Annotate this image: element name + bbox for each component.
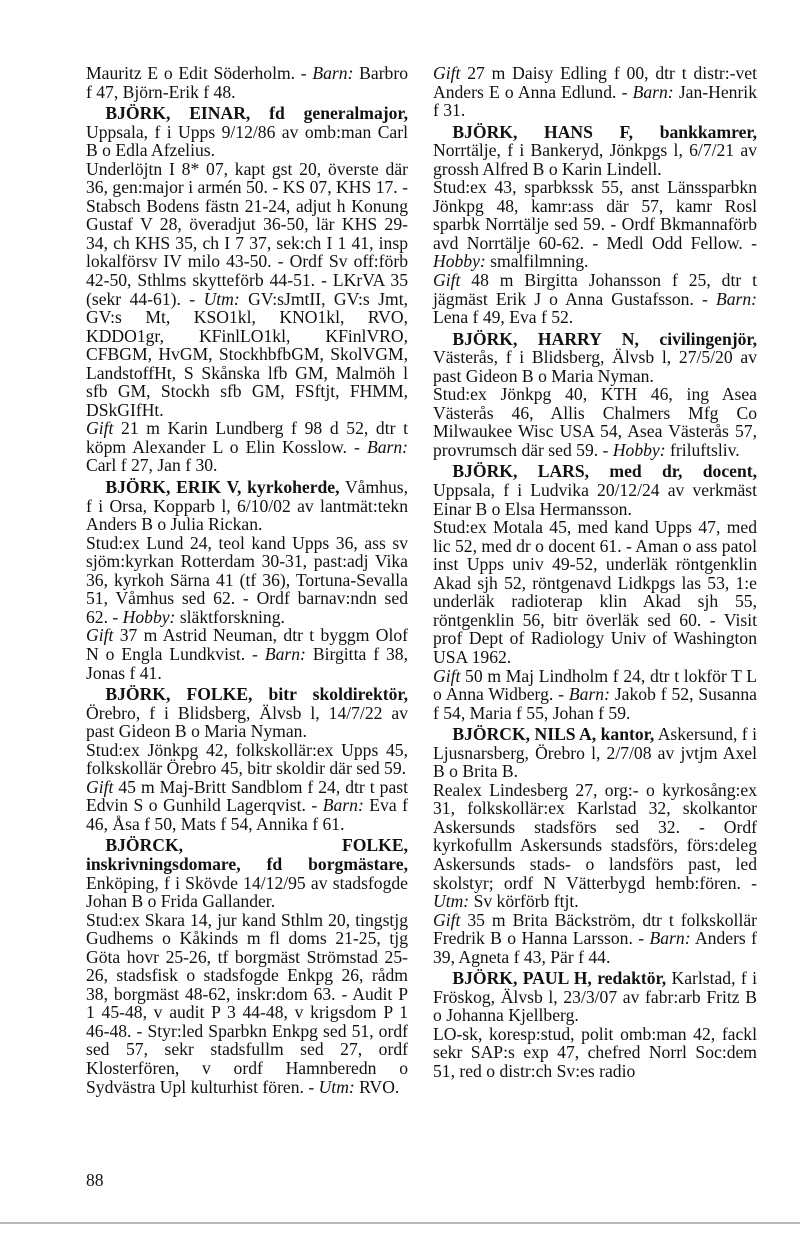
italic-label: Gift — [86, 625, 114, 646]
entry-text: Karlstad, f i Fröskog, Älvsb l, 23/3/07 av fabr:arb Fritz B o Johanna Kjellberg. — [433, 968, 757, 1026]
italic-label: Hobby: — [433, 251, 486, 272]
entry-heading: BJÖRK, PAUL H, redaktör, — [452, 968, 667, 989]
entry-heading: BJÖRCK, FOLKE, inskrivningsdomare, fd borgmästare, — [86, 835, 408, 874]
italic-label: Barn: — [632, 81, 674, 102]
entry-paragraph — [86, 64, 408, 101]
biography-entry — [433, 330, 757, 386]
entry-paragraph — [433, 64, 757, 120]
entry-heading: BJÖRK, EINAR, fd generalmajor, — [105, 103, 408, 124]
entry-text: Carl f 27, Jan f 30. — [86, 455, 218, 476]
entry-text: 21 m Karin Lundberg f 98 d 52, dtr t köpm Alexander L o Elin Kosslow. - — [86, 418, 408, 457]
entry-paragraph — [433, 518, 757, 666]
entry-text: Örebro, f i Blidsberg, Älvsb l, 14/7/22 av past Gideon B o Maria Nyman. — [86, 702, 408, 742]
italic-label: Barn: — [649, 928, 691, 949]
italic-label: Gift — [433, 909, 461, 930]
italic-label: Barn: — [312, 63, 354, 83]
entry-heading: BJÖRCK, NILS A, kantor, — [452, 724, 655, 745]
biography-entry — [86, 478, 408, 534]
italic-label: Barn: — [322, 795, 364, 816]
entry-text: GV:sJmtII, GV:s Jmt, GV:s Mt, KSO1kl, KNO1kl, RVO, KDDO1gr, KFinlLO1kl, KFinlVRO, CFBGM, HvGM, StockhbfbGM, SkolVGM, LandstoffHt, S Skånska lfb GM, Malmöh l sfb GM, Stockh sfb GM, FSftjt, FHMM, DSkGIfHt. — [86, 288, 408, 420]
entry-text: 37 m Astrid Neuman, dtr t byggm Olof N o Engla Lundkvist. - — [86, 625, 408, 664]
italic-label: Gift — [86, 776, 114, 797]
entry-paragraph — [86, 534, 408, 627]
entry-heading: BJÖRK, HANS F, bankkamrer, — [452, 121, 757, 142]
italic-label: Gift — [433, 270, 461, 291]
entry-heading: BJÖRK, FOLKE, bitr skoldirektör, — [105, 684, 408, 705]
entry-text: Våmhus, f i Orsa, Kopparb l, 6/10/02 av lantmät:tekn Anders B o Julia Rickan. — [86, 477, 408, 535]
entry-heading: BJÖRK, LARS, med dr, docent, — [452, 461, 757, 482]
biography-entry — [433, 969, 757, 1025]
entry-paragraph — [433, 667, 757, 723]
entry-paragraph — [433, 271, 757, 327]
entry-text: RVO. — [354, 1076, 400, 1097]
entry-text: Stud:ex 43, sparbkssk 55, anst Länssparbkn Jönkpg 48, kamr:ass där 57, kamr Rosl sparbk Norrtälje sed 59. - Ordf Bkmannaförb avd Norrtälje 60-62. - Medl Odd Fellow. - — [433, 177, 757, 253]
entry-heading: BJÖRK, ERIK V, kyrkoherde, — [105, 477, 340, 498]
biography-entry — [433, 725, 757, 781]
italic-label: Utm: — [318, 1076, 355, 1097]
entry-text: Stud:ex Jönkpg 42, folkskollär:ex Upps 45, folkskollär Örebro 45, bitr skoldir där sed 59. — [86, 739, 408, 779]
entry-text: Underlöjtn I 8* 07, kapt gst 20, överste där 36, gen:major i armén 50. - KS 07, KHS 17. - Stabsch Bodens fästn 21-24, adjut h Konung Gustaf V 28, överadjut 36-50, lär KHS 29-34, ch KHS 35, ch I 7 37, sek:ch I 1 41, insp lokalförsv IV milo 43-50. - Ordf Sv off:förb 42-50, Sthlms skytteförb 44-51. - LKrVA 35 (sekr 44-61). - — [86, 158, 408, 309]
italic-label: Gift — [86, 418, 114, 439]
italic-label: Utm: — [433, 891, 470, 912]
italic-label: Hobby: — [122, 606, 176, 627]
italic-label: Utm: — [203, 288, 240, 309]
entry-heading: BJÖRK, HARRY N, civilingenjör, — [452, 328, 757, 349]
italic-label: Barn: — [264, 643, 306, 664]
entry-text: Enköping, f i Skövde 14/12/95 av stadsfogde Johan B o Frida Gallander. — [86, 872, 408, 912]
entry-text: 45 m Maj-Britt Sandblom f 24, dtr t past Edvin S o Gunhild Lagerqvist. - — [86, 776, 408, 816]
italic-label: Gift — [433, 63, 461, 83]
entry-text: Barbro f 47, Björn-Erik f 48. — [86, 63, 408, 102]
entry-text: Stud:ex Jönkpg 40, KTH 46, ing Asea Västerås 46, Allis Chalmers Mfg Co Milwaukee Wisc USA 54, Asea Västerås 57, provrumsch där sed 59. - — [433, 384, 757, 460]
biography-entry — [86, 685, 408, 741]
entry-text: Sv körförb ftjt. — [469, 891, 579, 912]
entry-text: 35 m Brita Bäckström, dtr t folkskollär Fredrik B o Hanna Larsson. - — [433, 909, 757, 949]
entry-text: Uppsala, f i Ludvika 20/12/24 av verkmäst Einar B o Elsa Hermansson. — [433, 480, 757, 519]
page-number: 88 — [86, 1170, 104, 1190]
biography-entry — [433, 462, 757, 518]
entry-text: 50 m Maj Lindholm f 24, dtr t lokför T L o Anna Widberg. - — [433, 665, 757, 705]
italic-label: Hobby: — [612, 439, 666, 460]
entry-paragraph — [86, 419, 408, 475]
entry-text: Västerås, f i Blidsberg, Älvsb l, 27/5/20 av past Gideon B o Maria Nyman. — [433, 347, 757, 386]
entry-paragraph — [86, 741, 408, 778]
entry-text: smalfilmning. — [485, 251, 589, 272]
entry-text: 27 m Daisy Edling f 00, dtr t distr:-vet Anders E o Anna Edlund. - — [433, 63, 757, 102]
entry-text: Stud:ex Motala 45, med kand Upps 47, med lic 52, med dr o docent 61. - Aman o ass patol inst Upps univ 49-52, underläk röntgenklin Akad sjh 52, röntgenavd Lidkpgs las 53, 1:e underläk radioterap klin Akad sjh 55, röntgenklin 56, bitr överläk sed 60. - Visit prof Dept of Radiology Univ of Washington USA 1962. — [433, 517, 757, 667]
entry-text: Mauritz E o Edit Söderholm. - — [86, 63, 313, 83]
page-edge-line — [0, 1222, 800, 1224]
right-column — [433, 64, 757, 1081]
italic-label: Barn: — [568, 684, 610, 705]
left-column — [86, 64, 408, 1096]
entry-paragraph — [86, 778, 408, 834]
biography-entry — [433, 123, 757, 179]
entry-text: LO-sk, koresp:stud, polit omb:man 42, fackl sekr SAP:s exp 47, chefred Norrl Soc:dem 51, red o distr:ch Sv:es radio — [433, 1023, 757, 1081]
entry-text: Stud:ex Lund 24, teol kand Upps 36, ass sv sjöm:kyrkan Rotterdam 30-31, past:adj Vika 36, kyrkoh Särna 41 (tf 36), Tortuna-Sevalla 51, Våmhus sed 62. - Ordf barnav:ndn sed 62. - — [86, 532, 408, 627]
entry-text: 48 m Birgitta Johansson f 25, dtr t jägmäst Erik J o Anna Gustafsson. - — [433, 270, 757, 309]
entry-text: Anders f 39, Agneta f 43, Pär f 44. — [433, 928, 758, 967]
entry-text: Stud:ex Skara 14, jur kand Sthlm 20, tingstjg Gudhems o Kåkinds m fl doms 21-25, tjg Göta hovr 25-26, tf borgmäst Strömstad 25-26, stadsfisk o stadsfogde Enkpg 26, rådm 38, borgmäst 48-62, inskr:dom 63. - Audit P 1 45-48, v audit P 3 44-48, v krigsdom P 1 46-48. - Styr:led Sparbkn Enkpg sed 51, ordf sed 57, sekr stadsfullm sed 27, ordf Klosterfören, v ordf Hamnberedn o Sydvästra Upl kulturhist fören. - — [86, 909, 408, 1097]
italic-label: Barn: — [715, 288, 757, 309]
entry-paragraph — [86, 626, 408, 682]
entry-text: Jan-Henrik f 31. — [433, 81, 757, 121]
entry-text: Lena f 49, Eva f 52. — [433, 307, 574, 328]
italic-label: Gift — [433, 665, 461, 686]
entry-paragraph — [433, 1025, 757, 1081]
entry-text: Birgitta f 38, Jonas f 41. — [86, 643, 408, 683]
entry-text: friluftsliv. — [665, 439, 740, 460]
entry-paragraph — [433, 911, 757, 967]
entry-paragraph — [433, 781, 757, 911]
italic-label: Barn: — [366, 436, 408, 457]
entry-text: Uppsala, f i Upps 9/12/86 av omb:man Carl B o Edla Afzelius. — [86, 121, 408, 161]
entry-text: Askersund, f i Ljusnarsberg, Örebro l, 2/7/08 av jvtjm Axel B o Brita B. — [433, 724, 757, 782]
entry-paragraph — [433, 385, 757, 459]
entry-paragraph — [86, 160, 408, 420]
entry-text: Norrtälje, f i Bankeryd, Jönkpgs l, 6/7/21 av grossh Alfred B o Karin Lindell. — [433, 140, 757, 179]
biography-entry — [86, 104, 408, 160]
entry-text: Realex Lindesberg 27, org:- o kyrkosång:ex 31, folkskollär:ex Karlstad 32, skolkantor Askersunds stadsförs sed 32. - Ordf kyrkofullm Askersunds stadsförs, förs:deleg Askersunds stads- o landsförs past, led skolstyr; ordf N Vätterbygd hemb:fören. - — [433, 779, 757, 893]
entry-paragraph — [433, 178, 757, 271]
entry-text: Eva f 46, Åsa f 50, Mats f 54, Annika f 61. — [86, 795, 408, 834]
entry-text: släktforskning. — [175, 606, 285, 627]
entry-paragraph — [86, 911, 408, 1096]
biography-entry — [86, 836, 408, 910]
entry-text: Jakob f 52, Susanna f 54, Maria f 55, Johan f 59. — [433, 684, 757, 723]
